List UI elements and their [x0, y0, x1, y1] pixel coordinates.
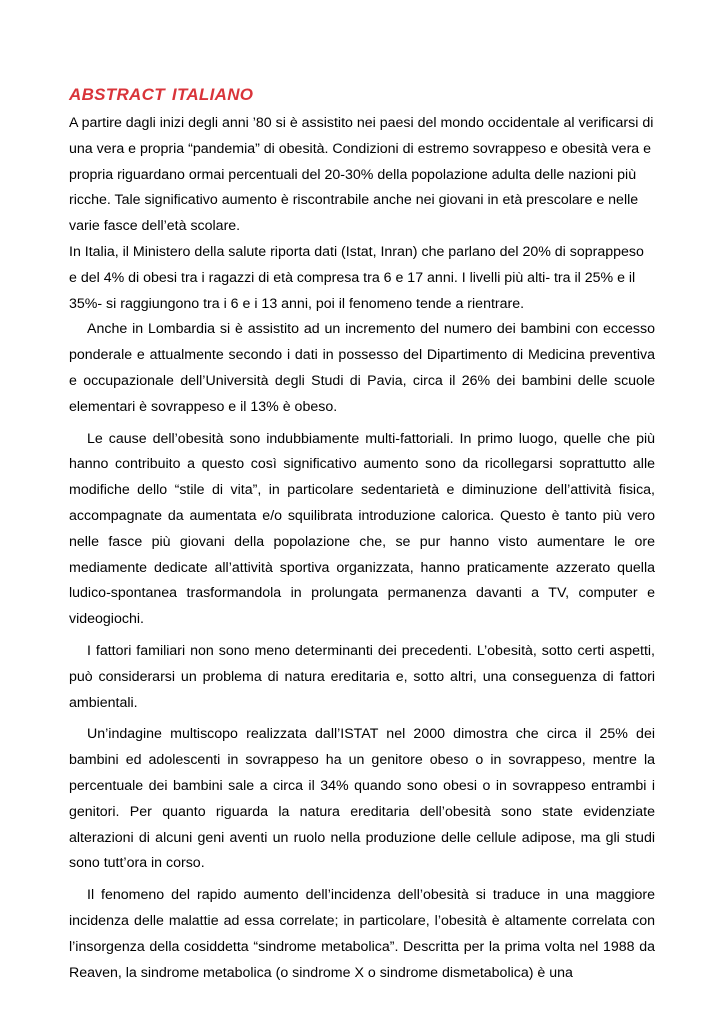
paragraph-sindrome-metabolica: Il fenomeno del rapido aumento dell’incidenza dell’obesità si traduce in una maggiore incidenza delle malattie ad essa correlate; in particolare, l’obesità è altamente correlata con l’insorgenza della cosiddetta “sindrome metabolica”. Descritta per la prima volta nel 1988 da Reaven, la sindrome metabolica (o sindrome X o sindrome dismetabolica) è una — [69, 887, 655, 981]
paragraph-intro: A partire dagli inizi degli anni ’80 si è assistito nei paesi del mondo occidentale al verificarsi di una vera e propria “pandemia” di obesità. Condizioni di estremo sovrappeso e obesità vera e propria riguardano ormai percentuali del 20-30% della popolazione adulta delle nazioni più ricche. Tale significativo aumento è riscontrabile anche nei giovani in età prescolare e nelle varie fasce dell’età scolare. — [69, 115, 654, 235]
abstract-title: ABSTRACT ITALIANO — [69, 85, 254, 104]
paragraph-indagine-istat: Un’indagine multiscopo realizzata dall’ISTAT nel 2000 dimostra che circa il 25% dei bambini ed adolescenti in sovrappeso ha un genitore obeso o in sovrappeso, mentre la percentuale dei bambini sale a circa il 34% quando sono obesi o in sovrappeso entrambi i genitori. Per quanto riguarda la natura ereditaria dell’obesità sono state evidenziate alterazioni di alcuni geni aventi un ruolo nella produzione delle cellule adipose, ma gli studi sono tutt’ora in corso. — [69, 726, 655, 872]
paragraph-lombardia: Anche in Lombardia si è assistito ad un incremento del numero dei bambini con eccesso ponderale e attualmente secondo i dati in possesso del Dipartimento di Medicina preventiva e occupazionale dell’Università degli Studi di Pavia, circa il 26% dei bambini delle scuole elementari è sovrappeso e il 13% è obeso. — [69, 321, 655, 415]
paragraph-italia: In Italia, il Ministero della salute riporta dati (Istat, Inran) che parlano del 20% di soprappeso e del 4% di obesi tra i ragazzi di età compresa tra 6 e 17 anni. I livelli più alti- tra il 25% e il 35%- si raggiungono tra i 6 e i 13 anni, poi il fenomeno tende a rientrare. — [69, 243, 644, 312]
paragraph-cause: Le cause dell’obesità sono indubbiamente multi-fattoriali. In primo luogo, quelle che più hanno contribuito a questo così significativo aumento sono da ricollegarsi soprattutto alle modifiche dello “stile di vita”, in particolare sedentarietà e diminuzione dell’attività fisica, accompagnate da aumentata e/o squilibrata introduzione calorica. Questo è tanto più vero nelle fasce più giovani della popolazione che, se pur hanno visto aumentare le ore mediamente dedicate all’attività sportiva organizzata, hanno praticamente azzerato quella ludico-spontanea trasformandola in prolungata permanenza davanti a TV, computer e videogiochi. — [69, 430, 655, 628]
document-page — [69, 84, 655, 986]
paragraph-fattori-familiari: I fattori familiari non sono meno determinanti dei precedenti. L’obesità, sotto certi aspetti, può considerarsi un problema di natura ereditaria e, sotto altri, una conseguenza di fattori ambientali. — [69, 642, 655, 711]
